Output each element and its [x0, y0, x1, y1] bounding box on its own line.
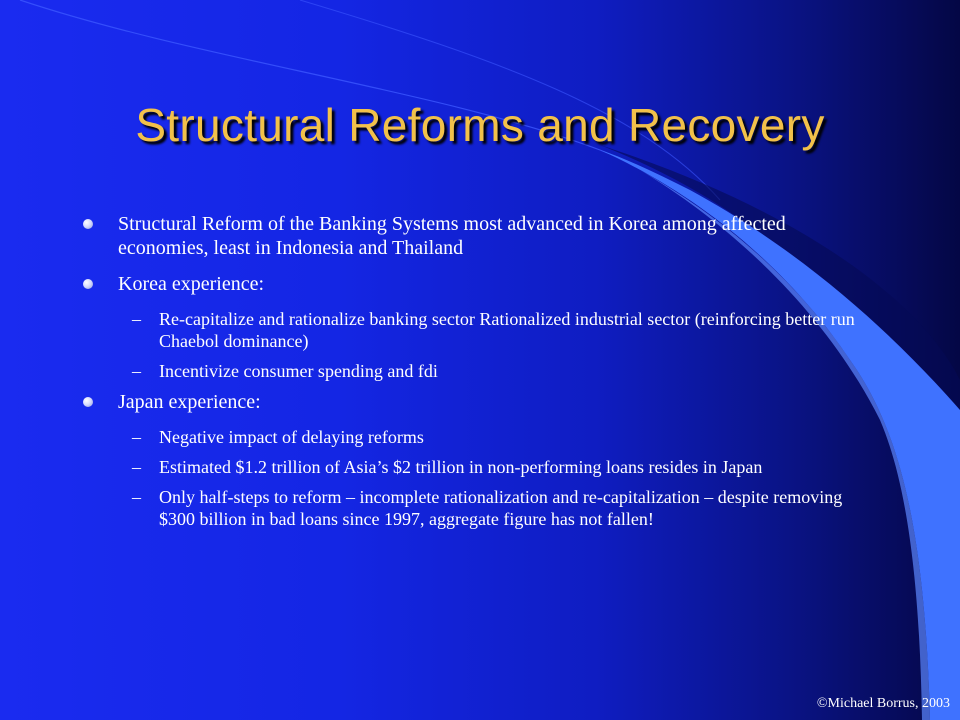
bullet-list	[80, 212, 870, 538]
list-item-text: Negative impact of delaying reforms	[159, 427, 424, 447]
dash-icon: –	[132, 427, 141, 447]
list-item	[80, 212, 870, 260]
list-item	[80, 272, 870, 296]
bullet-icon	[83, 219, 93, 229]
list-item-text: Japan experience:	[118, 391, 261, 413]
dash-icon: –	[132, 309, 141, 329]
list-item-text: Only half-steps to reform – incomplete rationalization and re-capitalization – despite removing $300 billion in bad loans since 1997, aggregate figure has not fallen!	[159, 487, 843, 529]
list-item-text: Incentivize consumer spending and fdi	[159, 361, 438, 381]
list-item-text: Structural Reform of the Banking Systems most advanced in Korea among affected economies, least in Indonesia and Thailand	[118, 213, 786, 259]
bullet-icon	[83, 279, 93, 289]
sub-list-item	[80, 360, 870, 382]
list-item-text: Korea experience:	[118, 273, 265, 295]
sub-list-item	[80, 426, 870, 448]
sub-list-item	[80, 486, 870, 530]
list-item	[80, 390, 870, 414]
list-item-text: Re-capitalize and rationalize banking sector Rationalized industrial sector (reinforcing better run Chaebol dominance)	[159, 309, 855, 351]
sub-list-item	[80, 456, 870, 478]
bullet-icon	[83, 397, 93, 407]
dash-icon: –	[132, 487, 141, 507]
slide-title: Structural Reforms and Recovery	[135, 99, 825, 151]
sub-list-item	[80, 308, 870, 352]
copyright-footer: ©Michael Borrus, 2003	[816, 696, 950, 711]
dash-icon: –	[132, 457, 141, 477]
list-item-text: Estimated $1.2 trillion of Asia’s $2 trillion in non-performing loans resides in Japan	[159, 457, 763, 477]
dash-icon: –	[132, 361, 141, 381]
